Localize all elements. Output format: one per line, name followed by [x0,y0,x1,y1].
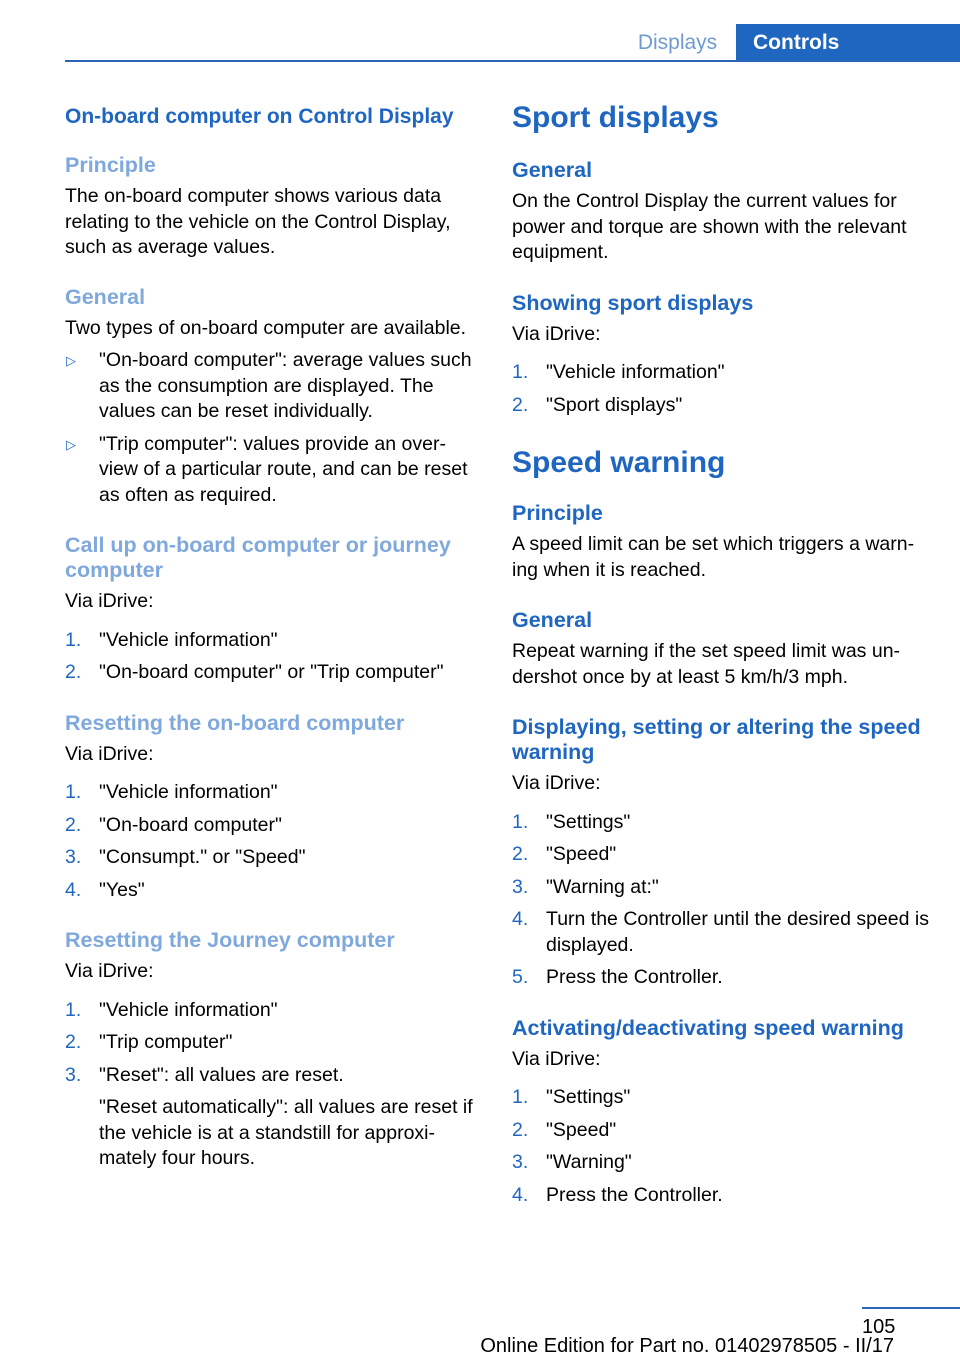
reset-obc-heading: Resetting the on-board computer [65,710,405,735]
showing-heading: Showing sport displays [512,290,754,315]
edition-note: Online Edition for Part no. 01402978505 - II/17 [480,1335,894,1357]
list-item: 3. "Reset": all values are reset. [65,1063,344,1086]
list-item: 4. "Yes" [65,878,145,901]
display-via: Via iDrive: [512,772,601,794]
speed-principle-heading: Principle [512,501,603,525]
list-item: 1. "Settings" [512,810,631,833]
computer-types-list [65,348,480,508]
list-item: 1. "Vehicle information" [65,628,278,651]
list-item: 2. "Speed" [512,843,617,865]
callup-heading: Call up on-board computer or journey computer [65,533,451,582]
reset-obc-steps [65,780,480,903]
sport-general-text: On the Control Display the current values for power and torque are shown with the relevant equipment. [512,190,907,263]
list-item: 4. Turn the Controller until the desired speed is displayed. [512,908,929,956]
activate-via: Via iDrive: [512,1047,601,1070]
general-heading: General [65,284,146,309]
sport-displays-title: Sport displays [512,101,719,134]
reset-journey-steps [65,998,480,1089]
list-item: 2. "Sport displays" [512,393,683,416]
speed-warning-title: Speed warning [512,446,726,479]
list-item: 2. "Trip computer" [65,1031,233,1053]
triangle-bullet-icon: ▷ [66,436,76,452]
list-item: 5. Press the Controller. [512,966,723,988]
activate-heading: Activating/deactivating speed warning [512,1015,904,1040]
header-divider [65,60,960,62]
list-item: 4. Press the Controller. [512,1183,723,1206]
tab-displays[interactable]: Displays [637,31,718,54]
section-title: On-board computer on Control Display [65,105,454,128]
left-column [65,100,480,1172]
speed-principle-text: A speed limit can be set which triggers a warn-ing when it is reached. [512,533,915,581]
reset-obc-via: Via iDrive: [65,742,154,765]
showing-via: Via iDrive: [512,322,601,345]
callup-via: Via iDrive: [65,590,154,612]
list-item: 3. "Warning" [512,1151,632,1173]
callup-steps [65,628,480,686]
reset-journey-note: "Reset automatically": all values are reset if the vehicle is at a standstill for approxi-mately four hours. [99,1096,473,1169]
speed-general-heading: General [512,608,593,632]
list-item: 1. "Settings" [512,1086,631,1108]
reset-journey-via: Via iDrive: [65,960,154,982]
list-item: 3. "Consumpt." or "Speed" [65,846,306,868]
display-steps [512,810,932,991]
list-item: 2. "On-board computer" or "Trip computer" [65,661,444,683]
list-item: 3. "Warning at:" [512,875,659,898]
list-item: 2. "Speed" [512,1118,617,1141]
speed-general-text: Repeat warning if the set speed limit was un-dershot once by at least 5 km/h/3 mph. [512,640,901,688]
list-item: ▷ "Trip computer": values provide an over-view of a particular route, and can be reset as often as required. [66,432,468,506]
sport-general-heading: General [512,158,593,182]
reset-journey-heading: Resetting the Journey computer [65,928,395,952]
showing-steps [512,360,932,418]
display-heading: Displaying, setting or altering the speed warning [512,715,921,764]
triangle-bullet-icon: ▷ [66,353,76,368]
list-item: 1. "Vehicle information" [512,361,725,383]
footer-divider [862,1307,960,1309]
list-item: 2. "On-board computer" [65,813,282,836]
activate-steps [512,1085,932,1208]
tab-controls[interactable]: Controls [736,24,960,62]
page-number: 105 [862,1316,896,1338]
list-item: ▷ "On-board computer": average values such as the consumption are displayed. The values can be reset individually. [66,349,472,422]
general-text: Two types of on-board computer are available. [65,316,467,339]
right-column [512,100,932,1208]
principle-text: The on-board computer shows various data relating to the vehicle on the Control Display, such as average values. [65,185,451,258]
list-item: 1. "Vehicle information" [65,998,278,1021]
principle-heading: Principle [65,153,156,177]
list-item: 1. "Vehicle information" [65,781,278,803]
